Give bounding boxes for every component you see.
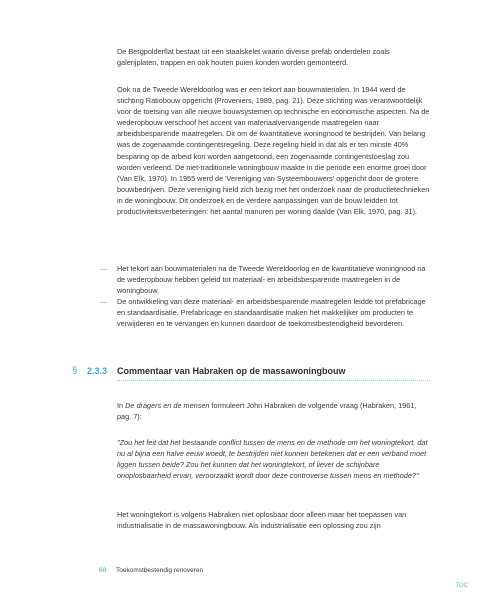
book-title: De dragers en de mensen	[125, 401, 210, 410]
page-number: 68	[99, 567, 107, 574]
paragraph-text: Het woningtekort is volgens Habraken niet oplosbaar door alleen maar het toepassen van industrialisatie in de massawoningbouw. Als industrialisatie een oplossing zou zijn	[117, 510, 407, 531]
bullet-item	[100, 263, 430, 296]
paragraph-bergpolderflat	[117, 46, 430, 68]
dash-marker: —	[100, 264, 108, 273]
bullet-text: Het tekort aan bouwmaterialen na de Tweede Wereldoorlog en de kwantitatieve woningnood na de wederopbouw hebben geleid tot materiaal- en arbeidsbesparende maatregelen in de woningbouw.	[117, 264, 426, 296]
paragraph-wederopbouw	[117, 84, 430, 217]
bullet-text: De ontwikkeling van deze materiaal- en arbeidsbesparende maatregelen leidde tot prefabricage en standaardisatie. Prefabricage en standaardisatie maken het makkelijker om producten te verwijderen en te vervangen en kunnen daardoor de toekomstbestendigheid bevorderen.	[117, 297, 426, 329]
section-divider	[117, 380, 430, 381]
paragraph-habraken-intro	[117, 400, 430, 422]
text-suffix: formuleert John Habraken de volgende vraag (Habraken, 1961, pag. 7):	[117, 401, 417, 422]
paragraph-woningtekort	[117, 509, 430, 531]
dash-marker: —	[100, 297, 108, 307]
bullet-item	[100, 296, 430, 329]
section-number: 2.3.3	[87, 366, 108, 376]
section-title: Commentaar van Habraken op de massawoningbouw	[117, 366, 346, 376]
paragraph-text	[117, 400, 430, 422]
summary-bullet-list	[100, 263, 430, 330]
toc-link[interactable]: TOC	[455, 583, 468, 589]
text-prefix: In	[117, 401, 126, 410]
section-symbol: §	[72, 365, 78, 376]
block-quote	[117, 437, 430, 481]
paragraph-text: Ook na de Tweede Wereldoorlog was er een tekort aan bouwmaterialen. In 1944 werd de stichting Ratiobouw opgericht (Proveniers, 1989, pag. 21). Deze stichting was verantwoordelijk voor de toetsing van alle nieuwe bouwsystemen op technische en economische aspecten. Na de wederopbouw verschoof het accent van materiaalvervangende maatregelen naar arbeidsbesparende maatregelen. Dit om de kwantitatieve woningnood te bestrijden. Van belang was de zogenaamde contingentsregeling. Deze regeling hield in dat als er ten minste 40% besparing op de arbeid kon worden aangetoond, een zogenaamde contingentstoeslag zou worden verleend. De niet-traditionele woningbouw maakte in die periode een enorme groei door (Van Elk, 1970). In 1955 werd de 'Vereniging van Systeembouwers' opgericht door de grotere bouwbedrijven. Deze vereniging hield zich bezig met het onderzoek naar de productietechnieken in de woningbouw. Dit onderzoek en de verdere aanpassingen van de bouw leidden tot productiviteitsverbeteringen: het aantal manuren per woning daalde (Van Elk, 1970, pag. 31).	[117, 85, 430, 217]
quote-text: "Zou het feit dat het bestaande conflict tussen de mens en de methode om het woningtekort, dat nu al bijna een halve eeuw woedt, te bestrijden niet kunnen betekenen dat er een verband moet liggen tussen beide? Zou het kunnen dat het woningtekort, of liever de schijnbare onoplosbaarheid ervan, veroorzaakt wordt door deze controverse tussen mens en methode?"	[117, 438, 428, 481]
footer-title: Toekomstbestendig renoveren	[116, 567, 204, 574]
section-heading	[72, 365, 430, 379]
paragraph-text: De Bergpolderflat bestaat uit een staalskelet waarin diverse prefab onderdelen zoals galerijplaten, trappen en ook houten puien konden worden gemonteerd.	[117, 47, 390, 68]
